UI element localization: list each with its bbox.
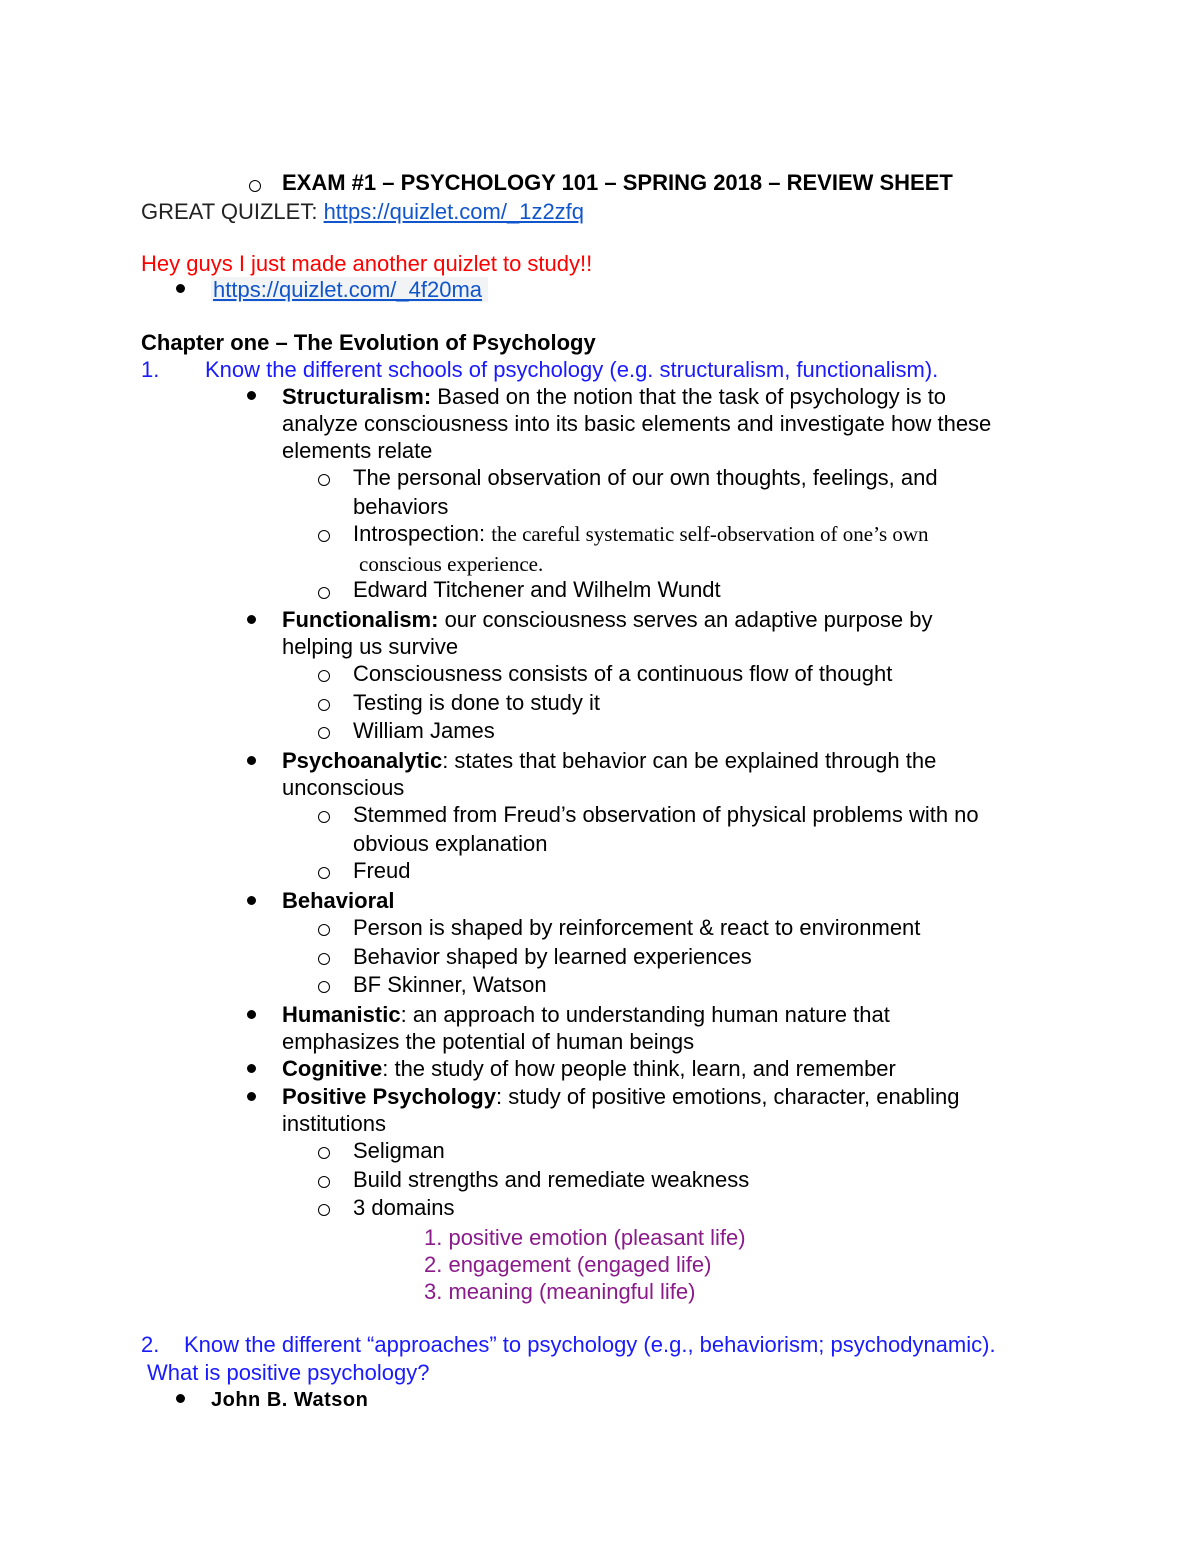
note-link-line bbox=[211, 277, 488, 303]
structuralism-sub-2a bbox=[353, 521, 929, 547]
behavioral-sub-3: BF Skinner, Watson bbox=[353, 972, 547, 997]
structuralism-sub-2b: conscious experience. bbox=[359, 552, 544, 576]
chapter-title: Chapter one – The Evolution of Psychology bbox=[141, 330, 596, 355]
circle-bullet-icon bbox=[318, 981, 330, 993]
positive-line-2: institutions bbox=[282, 1111, 386, 1136]
bullet-icon bbox=[176, 1394, 185, 1403]
circle-bullet-icon bbox=[318, 1204, 330, 1216]
cognitive-line bbox=[282, 1056, 896, 1082]
bullet-icon bbox=[247, 1092, 256, 1101]
page-title: EXAM #1 – PSYCHOLOGY 101 – SPRING 2018 – REVIEW SHEET bbox=[282, 170, 953, 195]
circle-bullet-icon bbox=[318, 924, 330, 936]
circle-bullet-icon bbox=[249, 180, 261, 192]
quizlet-link[interactable]: https://quizlet.com/_1z2zfq bbox=[323, 199, 585, 224]
circle-bullet-icon bbox=[318, 530, 330, 542]
functionalism-line-2: helping us survive bbox=[282, 634, 459, 659]
functionalism-def: our consciousness serves an adaptive purpose by bbox=[438, 607, 933, 632]
cognitive-term: Cognitive bbox=[282, 1056, 383, 1081]
bullet-icon bbox=[247, 896, 256, 905]
circle-bullet-icon bbox=[318, 811, 330, 823]
structuralism-def: Based on the notion that the task of psychology is to bbox=[431, 384, 947, 409]
psychoanalytic-sub-2: Freud bbox=[353, 858, 411, 883]
positive-line-1 bbox=[282, 1084, 959, 1110]
circle-bullet-icon bbox=[318, 727, 330, 739]
psychoanalytic-sub-1b: obvious explanation bbox=[353, 831, 548, 856]
positive-sub-1: Seligman bbox=[353, 1138, 445, 1163]
behavioral-sub-2: Behavior shaped by learned experiences bbox=[353, 944, 752, 969]
quizlet-label: GREAT QUIZLET: bbox=[141, 199, 324, 224]
question-2-text-1: Know the different “approaches” to psychology (e.g., behaviorism; psychodynamic). bbox=[184, 1332, 996, 1357]
psychoanalytic-line-2: unconscious bbox=[282, 775, 405, 800]
positive-term: Positive Psychology bbox=[282, 1084, 496, 1109]
functionalism-sub-3: William James bbox=[353, 718, 495, 743]
psychoanalytic-def: : states that behavior can be explained through the bbox=[442, 748, 937, 773]
positive-def: : study of positive emotions, character, enabling bbox=[495, 1084, 960, 1109]
circle-bullet-icon bbox=[318, 1147, 330, 1159]
circle-bullet-icon bbox=[318, 670, 330, 682]
circle-bullet-icon bbox=[318, 1176, 330, 1188]
introspection-def: the careful systematic self-observation of one’s own bbox=[491, 522, 929, 546]
structuralism-sub-3: Edward Titchener and Wilhelm Wundt bbox=[353, 577, 721, 602]
bullet-icon bbox=[247, 391, 256, 400]
domain-item: 1. positive emotion (pleasant life) bbox=[424, 1225, 746, 1250]
behavioral-sub-1: Person is shaped by reinforcement & react to environment bbox=[353, 915, 921, 940]
question-2-text-2: What is positive psychology? bbox=[147, 1360, 430, 1385]
domain-item: 2. engagement (engaged life) bbox=[424, 1252, 712, 1277]
functionalism-term: Functionalism: bbox=[282, 607, 439, 632]
behavioral-term: Behavioral bbox=[282, 888, 395, 913]
functionalism-sub-2: Testing is done to study it bbox=[353, 690, 601, 715]
circle-bullet-icon bbox=[318, 699, 330, 711]
bullet-icon bbox=[247, 615, 256, 624]
bullet-icon bbox=[247, 756, 256, 765]
humanistic-line-1 bbox=[282, 1002, 890, 1028]
humanistic-term: Humanistic bbox=[282, 1002, 401, 1027]
psychoanalytic-line-1 bbox=[282, 748, 936, 774]
circle-bullet-icon bbox=[318, 867, 330, 879]
functionalism-line-1 bbox=[282, 607, 933, 633]
note-link[interactable]: https://quizlet.com/_4f20ma bbox=[211, 277, 488, 302]
structuralism-line-3: elements relate bbox=[282, 438, 433, 463]
circle-bullet-icon bbox=[318, 587, 330, 599]
psychoanalytic-sub-1a: Stemmed from Freud’s observation of physical problems with no bbox=[353, 802, 979, 827]
circle-bullet-icon bbox=[318, 953, 330, 965]
functionalism-sub-1: Consciousness consists of a continuous flow of thought bbox=[353, 661, 893, 686]
circle-bullet-icon bbox=[318, 474, 330, 486]
positive-sub-3: 3 domains bbox=[353, 1195, 455, 1220]
humanistic-line-2: emphasizes the potential of human beings bbox=[282, 1029, 695, 1054]
bullet-icon bbox=[247, 1064, 256, 1073]
structuralism-sub-1b: behaviors bbox=[353, 494, 449, 519]
note-text: Hey guys I just made another quizlet to study!! bbox=[141, 251, 593, 276]
watson-item: John B. Watson bbox=[211, 1389, 369, 1411]
structuralism-term: Structuralism: bbox=[282, 384, 432, 409]
positive-sub-2: Build strengths and remediate weakness bbox=[353, 1167, 750, 1192]
humanistic-def: : an approach to understanding human nature that bbox=[400, 1002, 890, 1027]
quizlet-line bbox=[141, 199, 584, 225]
structuralism-line-2: analyze consciousness into its basic elements and investigate how these bbox=[282, 411, 992, 436]
structuralism-sub-1a: The personal observation of our own thoughts, feelings, and bbox=[353, 465, 938, 490]
cognitive-def: : the study of how people think, learn, and remember bbox=[382, 1056, 896, 1081]
bullet-icon bbox=[247, 1010, 256, 1019]
domain-item: 3. meaning (meaningful life) bbox=[424, 1279, 696, 1304]
question-1-number: 1. bbox=[141, 357, 160, 382]
psychoanalytic-term: Psychoanalytic bbox=[282, 748, 443, 773]
introspection-label: Introspection: bbox=[353, 521, 492, 546]
question-1-text: Know the different schools of psychology (e.g. structuralism, functionalism). bbox=[205, 357, 939, 382]
structuralism-line-1 bbox=[282, 384, 946, 410]
bullet-icon bbox=[176, 284, 185, 293]
question-2-number: 2. bbox=[141, 1332, 160, 1357]
